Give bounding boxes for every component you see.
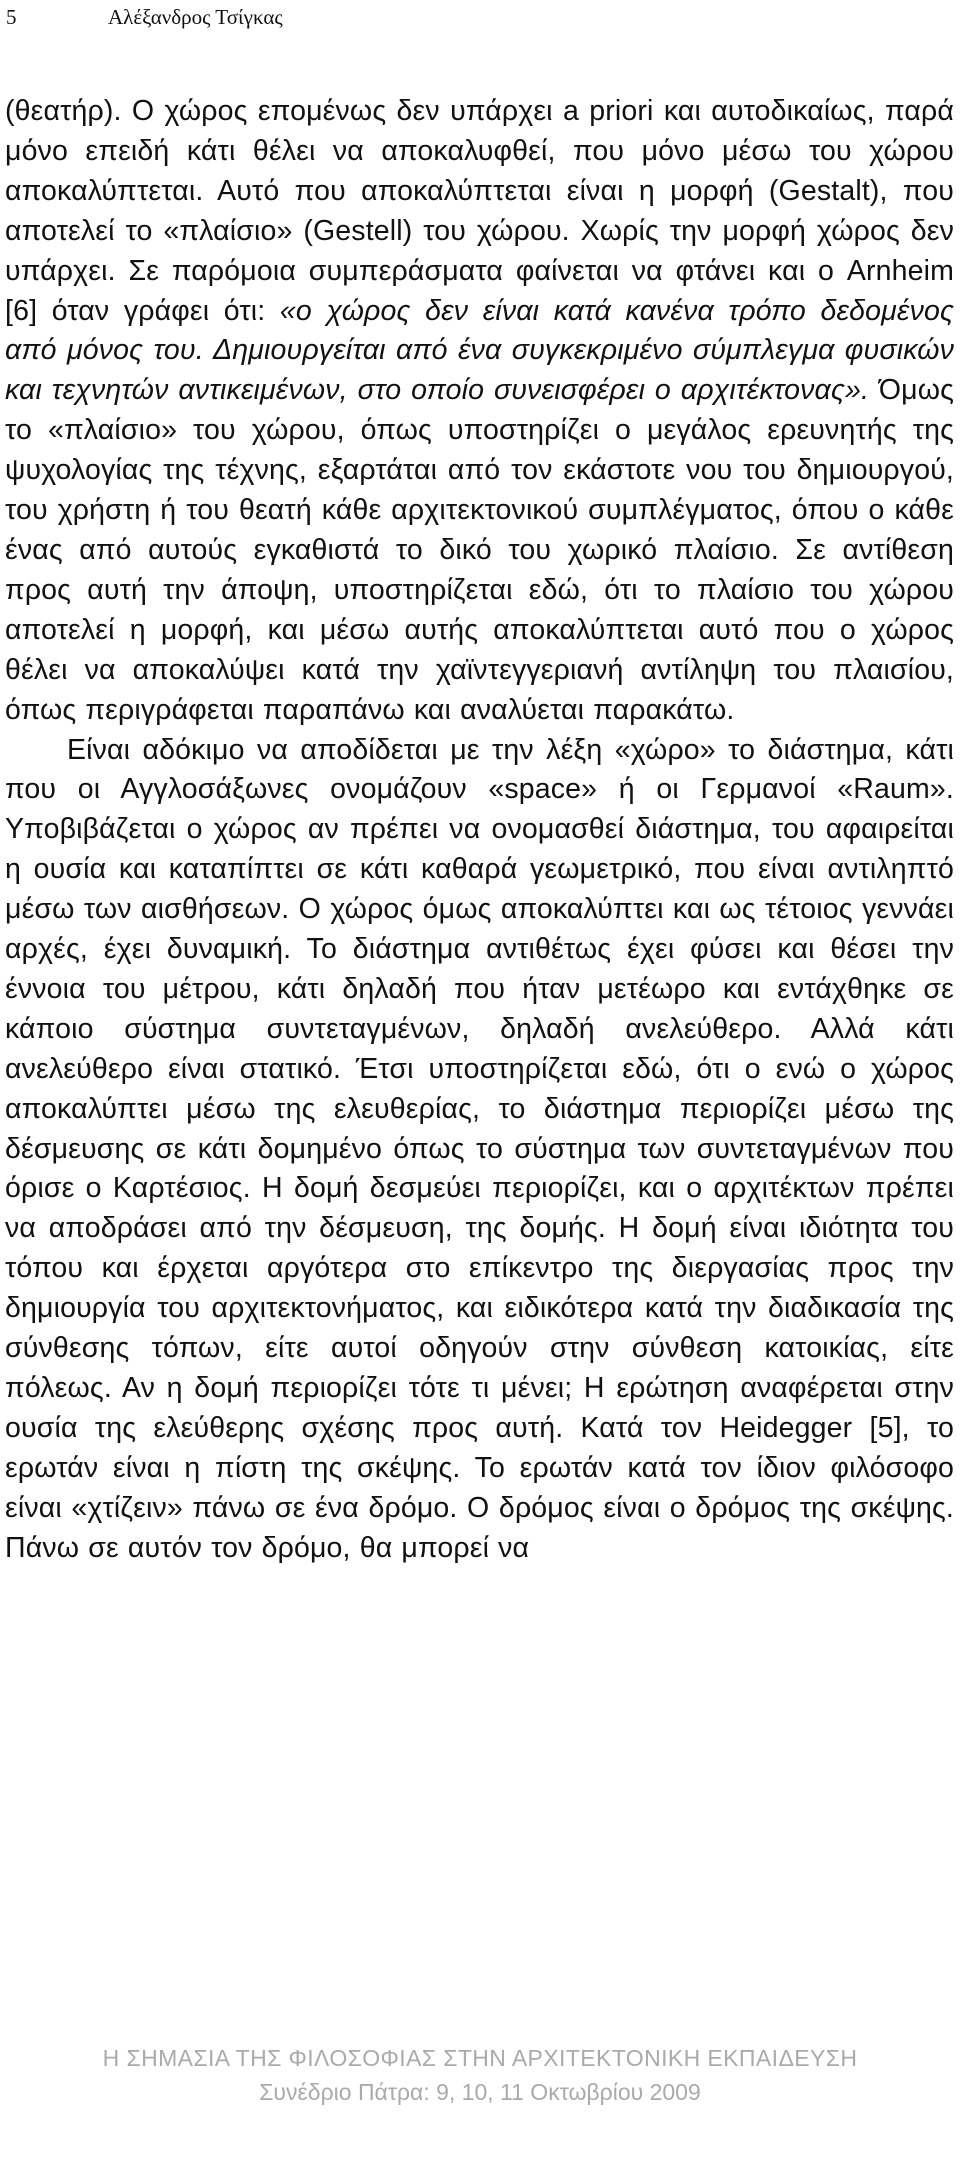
paragraph-text: Όμως το «πλαίσιο» του χώρου, όπως υποστηρίζει ο μεγάλος ερευνητής της ψυχολογίας της τέχνης, εξαρτάται από τον εκάστοτε νου του δημιουργού, του χρήστη ή του θεατή κάθε αρχιτεκτονικού συμπλέγματος, όπου ο κάθε ένας από αυτούς εγκαθιστά το δικό του χωρικό πλαίσιο. Σε αντίθεση προς αυτή την άποψη, υποστηρίζεται εδώ, ότι το πλαίσιο του χώρου αποτελεί η μορφή, και μέσω αυτής αποκαλύπτεται αυτό που ο χώρος θέλει να αποκαλύψει κατά την χαϊντεγγεριανή αντίληψη του πλαισίου, όπως περιγράφεται παραπάνω και αναλύεται παρακάτω. bbox=[5, 374, 954, 726]
running-head-author: Αλέξανδρος Τσίγκας bbox=[108, 5, 283, 29]
page-number: 5 bbox=[6, 5, 17, 29]
page-header bbox=[0, 0, 960, 34]
body-text bbox=[5, 92, 954, 1569]
paragraph bbox=[5, 92, 954, 731]
arnheim-quote: «ο χώρος δεν είναι κατά κανένα τρόπο δεδομένος από μόνος του. Δημιουργείται από ένα συγκεκριμένο σύμπλεγμα φυσικών και τεχνητών αντικειμένων, στο οποίο συνεισφέρει ο αρχιτέκτονας». bbox=[5, 294, 954, 407]
paragraph-text: (θεατήρ). Ο χώρος επομένως δεν υπάρχει a priori και αυτοδικαίως, παρά μόνο επειδή κάτι θέλει να αποκαλυφθεί, που μόνο μέσω του χώρου αποκαλύπτεται. Αυτό που αποκαλύπτεται είναι η μορφή (Gestalt), που αποτελεί το «πλαίσιο» (Gestell) του χώρου. Χωρίς την μορφή χώρος δεν υπάρχει. Σε παρόμοια συμπεράσματα φαίνεται να φτάνει και ο Arnheim [6] όταν γράφει ότι: bbox=[5, 95, 954, 327]
footer-conference-title: Η ΣΗΜΑΣΙΑ ΤΗΣ ΦΙΛΟΣΟΦΙΑΣ ΣΤΗΝ ΑΡΧΙΤΕΚΤΟΝΙΚΗ ΕΚΠΑΙΔΕΥΣΗ bbox=[102, 2045, 858, 2071]
page-footer bbox=[0, 2041, 960, 2109]
footer-conference-details: Συνέδριο Πάτρα: 9, 10, 11 Οκτωβρίου 2009 bbox=[259, 2079, 701, 2105]
paragraph: Είναι αδόκιμο να αποδίδεται με την λέξη «χώρο» το διάστημα, κάτι που οι Αγγλοσάξωνες ονομάζουν «space» ή οι Γερμανοί «Raum». Υποβιβάζεται ο χώρος αν πρέπει να ονομασθεί διάστημα, του αφαιρείται η ουσία και καταπίπτει σε κάτι καθαρά γεωμετρικό, που είναι αντιληπτό μέσω των αισθήσεων. Ο χώρος όμως αποκαλύπτει και ως τέτοιος γεννάει αρχές, έχει δυναμική. Το διάστημα αντιθέτως έχει φύσει και θέσει την έννοια του μέτρου, κάτι δηλαδή που ήταν μετέωρο και εντάχθηκε σε κάποιο σύστημα συντεταγμένων, δηλαδή ανελεύθερο. Αλλά κάτι ανελεύθερο είναι στατικό. Έτσι υποστηρίζεται εδώ, ότι ο ενώ ο χώρος αποκαλύπτει μέσω της ελευθερίας, το διάστημα περιορίζει μέσω της δέσμευσης σε κάτι δομημένο όπως το σύστημα των συντεταγμένων που όρισε ο Καρτέσιος. Η δομή δεσμεύει περιορίζει, και ο αρχιτέκτων πρέπει να αποδράσει από την δέσμευση, της δομής. Η δομή είναι ιδιότητα του τόπου και έρχεται αργότερα στο επίκεντρο της διεργασίας προς την δημιουργία του αρχιτεκτονήματος, και ειδικότερα κατά την διαδικασία της σύνθεσης τόπων, είτε αυτοί οδηγούν στην σύνθεση κατοικίας, είτε πόλεως. Αν η δομή περιορίζει τότε τι μένει; Η ερώτηση αναφέρεται στην ουσία της ελεύθερης σχέσης προς αυτή. Κατά τον Heidegger [5], το ερωτάν είναι η πίστη της σκέψης. Το ερωτάν κατά τον ίδιον φιλόσοφο είναι «χτίζειν» πάνω σε ένα δρόμο. Ο δρόμος είναι ο δρόμος της σκέψης. Πάνω σε αυτόν τον δρόμο, θα μπορεί να bbox=[5, 733, 954, 1564]
